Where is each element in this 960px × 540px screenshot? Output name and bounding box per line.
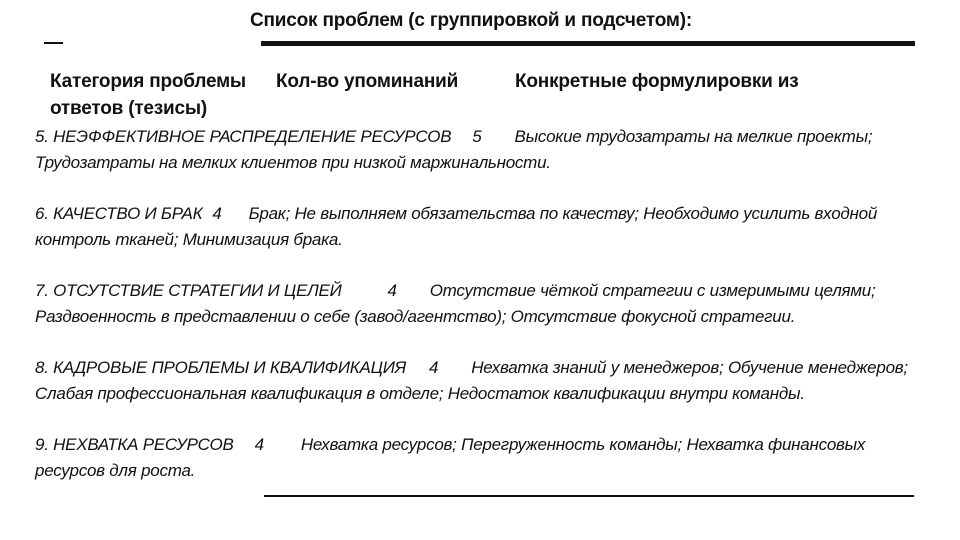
problem-phrases: Высокие трудозатраты на мелкие проекты; Трудозатраты на мелких клиентов при низкой маржинальности.: [35, 127, 873, 172]
bottom-divider: [264, 495, 914, 497]
problem-item-6: [35, 201, 930, 252]
problem-phrases: Нехватка ресурсов; Перегруженность команды; Нехватка финансовых ресурсов для роста.: [35, 435, 866, 481]
problem-count: 4: [254, 435, 264, 455]
problem-item-7: [35, 278, 930, 329]
dash-divider: [44, 42, 63, 44]
page-title: Список проблем (с группировкой и подсчетом):: [250, 10, 692, 31]
problem-item-9: [35, 432, 930, 483]
top-divider: [261, 41, 915, 46]
column-header-count: Кол-во упоминаний: [276, 71, 459, 92]
column-header-category: Категория проблемы ответов (тезисы): [50, 71, 246, 119]
problem-phrases: Нехватка знаний у менеджеров; Обучение менеджеров; Слабая профессиональная квалификация в отделе; Недостаток квалификации внутри команды.: [35, 358, 908, 403]
column-header-phrases: Конкретные формулировки из: [515, 71, 799, 92]
problem-category: 6. КАЧЕСТВО И БРАК: [35, 204, 203, 224]
problem-category: 5. НЕЭФФЕКТИВНОЕ РАСПРЕДЕЛЕНИЕ РЕСУРСОВ: [35, 127, 452, 146]
problem-phrases: Брак; Не выполняем обязательства по качеству; Необходимо усилить входной контроль тканей; Минимизация брака.: [35, 204, 878, 249]
problem-category: 9. НЕХВАТКА РЕСУРСОВ: [35, 435, 234, 455]
problem-count: 4: [429, 358, 439, 378]
problem-item-5: [35, 124, 930, 175]
problem-count: 4: [212, 204, 222, 224]
problem-count: 5: [472, 127, 482, 146]
problem-category: 8. КАДРОВЫЕ ПРОБЛЕМЫ И КВАЛИФИКАЦИЯ: [35, 358, 406, 378]
problem-item-8: [35, 355, 930, 406]
problem-category: 7. ОТСУТСТВИЕ СТРАТЕГИИ И ЦЕЛЕЙ: [35, 281, 342, 301]
problem-list: [35, 124, 930, 509]
problem-count: 4: [387, 281, 397, 301]
problem-phrases: Отсутствие чёткой стратегии с измеримыми целями; Раздвоенность в представлении о себе (завод/агентство); Отсутствие фокусной стратегии.: [35, 281, 876, 326]
